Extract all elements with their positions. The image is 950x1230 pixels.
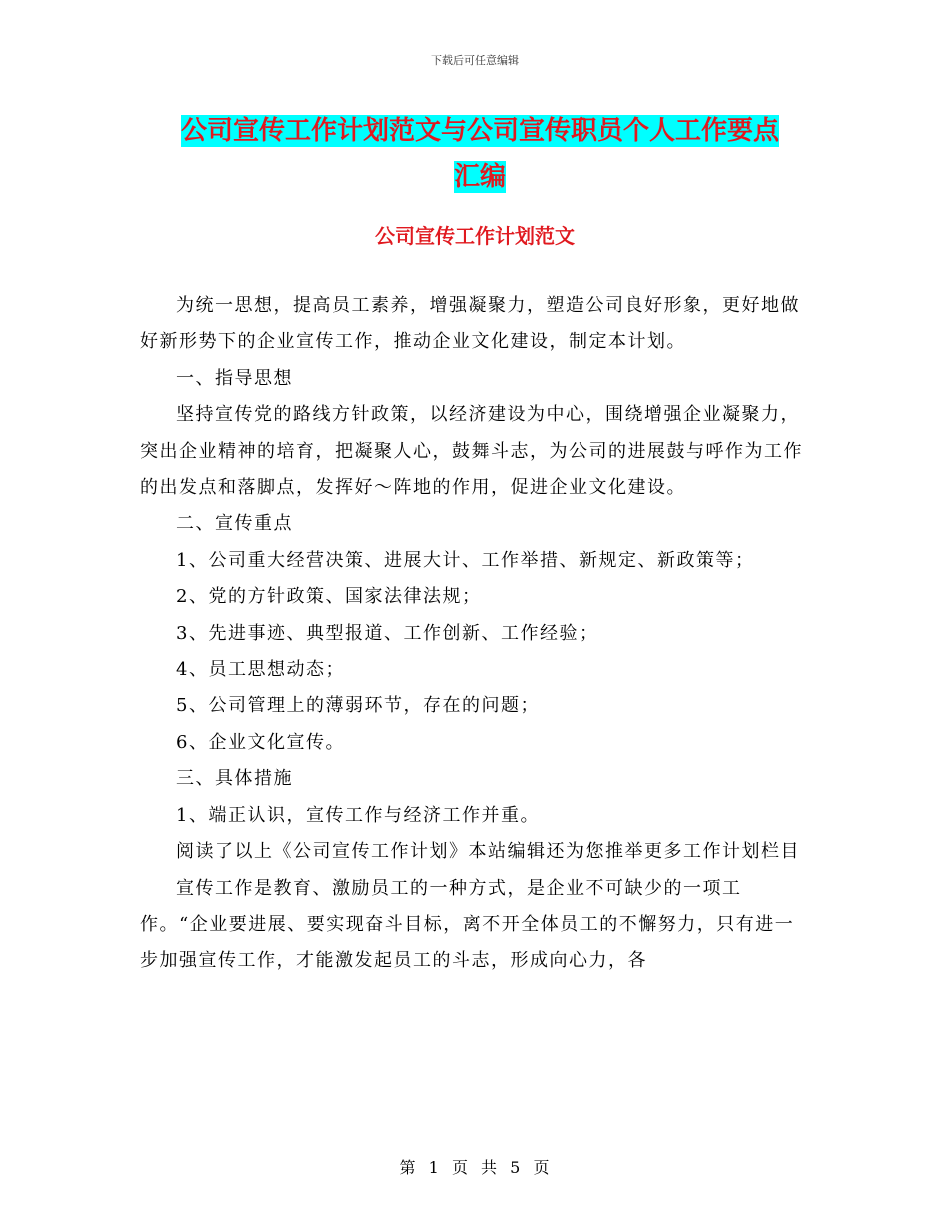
paragraph: 3、先进事迹、典型报道、工作创新、工作经验；	[176, 622, 599, 644]
footer-total-pages: 5	[510, 1158, 522, 1177]
paragraph: 1、端正认识，宣传工作与经济工作并重。	[176, 804, 540, 826]
footer-mid: 页	[451, 1158, 469, 1177]
paragraph: 三、具体措施	[176, 768, 293, 790]
paragraph: 2、党的方针政策、国家法律法规；	[176, 586, 482, 608]
paragraph: 5、公司管理上的薄弱环节，存在的问题；	[176, 695, 540, 717]
section-title: 公司宣传工作计划范文	[375, 224, 575, 248]
document-title	[140, 108, 820, 200]
page-footer	[0, 1155, 950, 1178]
paragraph: 1、公司重大经营决策、进展大计、工作举措、新规定、新政策等；	[176, 549, 755, 571]
paragraph: 坚持宣传党的路线方针政策，以经济建设为中心，围绕增强企业凝聚力，突出企业精神的培育，把凝聚人心，鼓舞斗志，为公司的进展鼓与呼作为工作的出发点和落脚点，发挥好～阵地的作用，促进企业文化建设。	[140, 404, 803, 499]
paragraph: 二、宣传重点	[176, 513, 293, 535]
document-title-line2: 汇编	[453, 162, 506, 192]
paragraph: 4、员工思想动态；	[176, 659, 345, 681]
footer-suffix: 页	[533, 1158, 551, 1177]
paragraph: 6、企业文化宣传。	[176, 731, 345, 753]
paragraph: 阅读了以上《公司宣传工作计划》本站编辑还为您推举更多工作计划栏目	[176, 841, 800, 863]
paragraph: 一、指导思想	[176, 367, 293, 389]
document-body	[140, 288, 810, 980]
footer-prefix: 第	[399, 1158, 417, 1177]
page-header-note: 下载后可任意编辑	[431, 54, 519, 67]
footer-total-prefix: 共	[481, 1158, 499, 1177]
paragraph: 宣传工作是教育、激励员工的一种方式，是企业不可缺少的一项工作。“企业要进展、要实现奋斗目标，离不开全体员工的不懈努力，只有进一步加强宣传工作，才能激发起员工的斗志，形成向心力，各	[140, 877, 795, 972]
document-title-line1: 公司宣传工作计划范文与公司宣传职员个人工作要点	[180, 116, 779, 146]
footer-current-page: 1	[428, 1158, 440, 1177]
paragraph: 为统一思想，提高员工素养，增强凝聚力，塑造公司良好形象，更好地做好新形势下的企业宣传工作，推动企业文化建设，制定本计划。	[140, 295, 800, 353]
